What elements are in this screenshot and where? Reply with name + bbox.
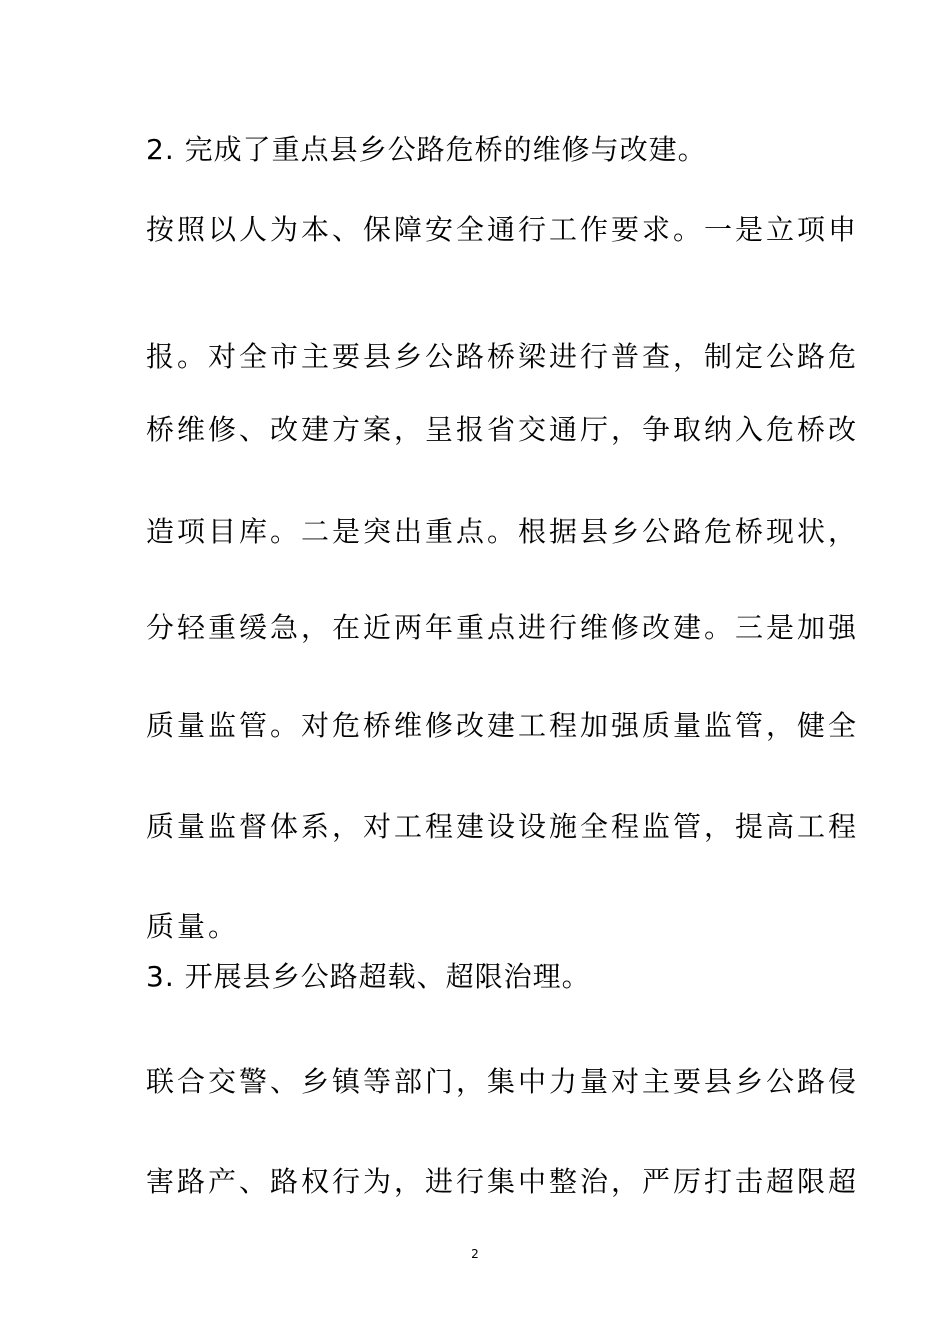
section-heading-2: 2. 完成了重点县乡公路危桥的维修与改建。 bbox=[146, 133, 707, 166]
paragraph-line: 害路产、路权行为，进行集中整治，严厉打击超限超 bbox=[146, 1165, 860, 1198]
paragraph-line: 质量监管。对危桥维修改建工程加强质量监管，健全 bbox=[146, 709, 860, 742]
paragraph-line: 报。对全市主要县乡公路桥梁进行普查，制定公路危 bbox=[146, 340, 860, 373]
paragraph-line: 按照以人为本、保障安全通行工作要求。一是立项申 bbox=[146, 213, 860, 246]
paragraph-line: 分轻重缓急，在近两年重点进行维修改建。三是加强 bbox=[146, 611, 860, 644]
paragraph-line: 联合交警、乡镇等部门，集中力量对主要县乡公路侵 bbox=[146, 1065, 860, 1098]
paragraph-line: 质量。 bbox=[146, 910, 240, 943]
section-heading-3: 3. 开展县乡公路超载、超限治理。 bbox=[146, 960, 591, 993]
page-number: 2 bbox=[471, 1247, 479, 1261]
paragraph-line: 质量监督体系，对工程建设设施全程监管，提高工程 bbox=[146, 810, 860, 843]
paragraph-line: 桥维修、改建方案，呈报省交通厅，争取纳入危桥改 bbox=[146, 413, 860, 446]
paragraph-line: 造项目库。二是突出重点。根据县乡公路危桥现状， bbox=[146, 515, 860, 548]
